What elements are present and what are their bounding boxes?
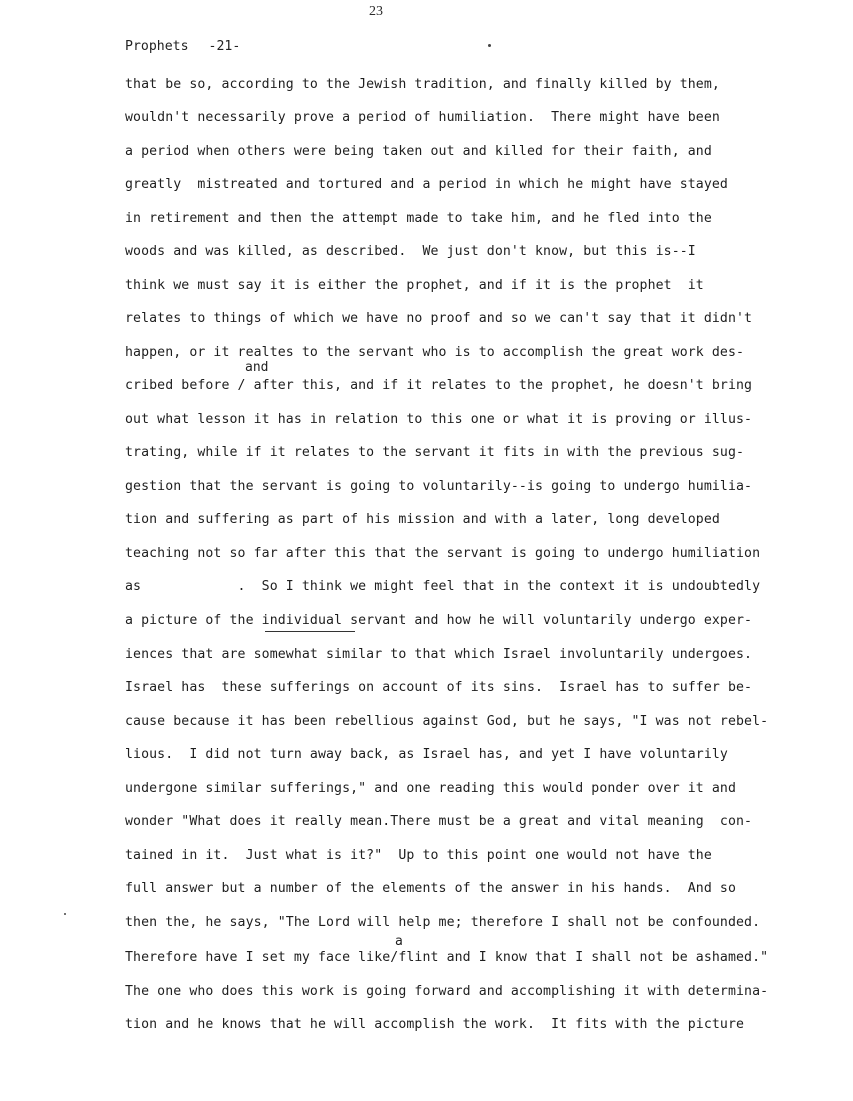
text-line: as . So I think we might feel that in the context it is undoubtedly xyxy=(125,579,761,594)
text-line: a period when others were being taken out and killed for their faith, and xyxy=(125,144,712,159)
text-line: greatly mistreated and tortured and a period in which he might have stayed xyxy=(125,177,728,192)
text-line: Therefore have I set my face like/flint and I know that I shall not be ashamed." xyxy=(125,950,769,965)
text-line: undergone similar sufferings," and one reading this would ponder over it and xyxy=(125,781,737,796)
text-line: iences that are somewhat similar to that which Israel involuntarily undergoes. xyxy=(125,647,753,662)
text-line: think we must say it is either the prophet, and if it is the prophet it xyxy=(125,278,704,293)
text-line: tion and he knows that he will accomplish the work. It fits with the picture xyxy=(125,1017,745,1032)
text-line: Israel has these sufferings on account of its sins. Israel has to suffer be- xyxy=(125,680,753,695)
underline-individual xyxy=(265,631,355,632)
text-line: tion and suffering as part of his mission and with a later, long developed xyxy=(125,512,720,527)
text-line: that be so, according to the Jewish tradition, and finally killed by them, xyxy=(125,77,720,92)
running-head-page-label: -21- xyxy=(208,39,241,54)
running-head-title: Prophets xyxy=(125,39,189,54)
text-line: happen, or it realtes to the servant who is to accomplish the great work des- xyxy=(125,345,745,360)
text-line: wouldn't necessarily prove a period of humiliation. There might have been xyxy=(125,110,720,125)
text-line: then the, he says, "The Lord will help me; therefore I shall not be confounded. xyxy=(125,915,761,930)
text-line: full answer but a number of the elements of the answer in his hands. And so xyxy=(125,881,737,896)
text-line: trating, while if it relates to the servant it fits in with the previous sug- xyxy=(125,445,745,460)
text-line: gestion that the servant is going to voluntarily--is going to undergo humilia- xyxy=(125,479,753,494)
stray-ink-mark xyxy=(64,913,66,915)
text-line: cause because it has been rebellious against God, but he says, "I was not rebel- xyxy=(125,714,769,729)
interlinear-insertion: and xyxy=(245,360,269,375)
text-line: wonder "What does it really mean.There must be a great and vital meaning con- xyxy=(125,814,753,829)
page-number: 23 xyxy=(369,4,383,19)
text-line: teaching not so far after this that the servant is going to undergo humiliation xyxy=(125,546,761,561)
text-line: relates to things of which we have no proof and so we can't say that it didn't xyxy=(125,311,753,326)
text-line: woods and was killed, as described. We just don't know, but this is--I xyxy=(125,244,696,259)
text-line: tained in it. Just what is it?" Up to this point one would not have the xyxy=(125,848,712,863)
stray-ink-mark xyxy=(488,44,491,47)
text-line: The one who does this work is going forward and accomplishing it with determina- xyxy=(125,984,769,999)
running-head xyxy=(125,39,240,54)
interlinear-insertion: a xyxy=(395,934,403,949)
text-line: cribed before / after this, and if it relates to the prophet, he doesn't bring xyxy=(125,378,753,393)
text-line: lious. I did not turn away back, as Israel has, and yet I have voluntarily xyxy=(125,747,728,762)
text-line: a picture of the individual servant and how he will voluntarily undergo exper- xyxy=(125,613,753,628)
text-line: out what lesson it has in relation to this one or what it is proving or illus- xyxy=(125,412,753,427)
text-line: in retirement and then the attempt made to take him, and he fled into the xyxy=(125,211,712,226)
